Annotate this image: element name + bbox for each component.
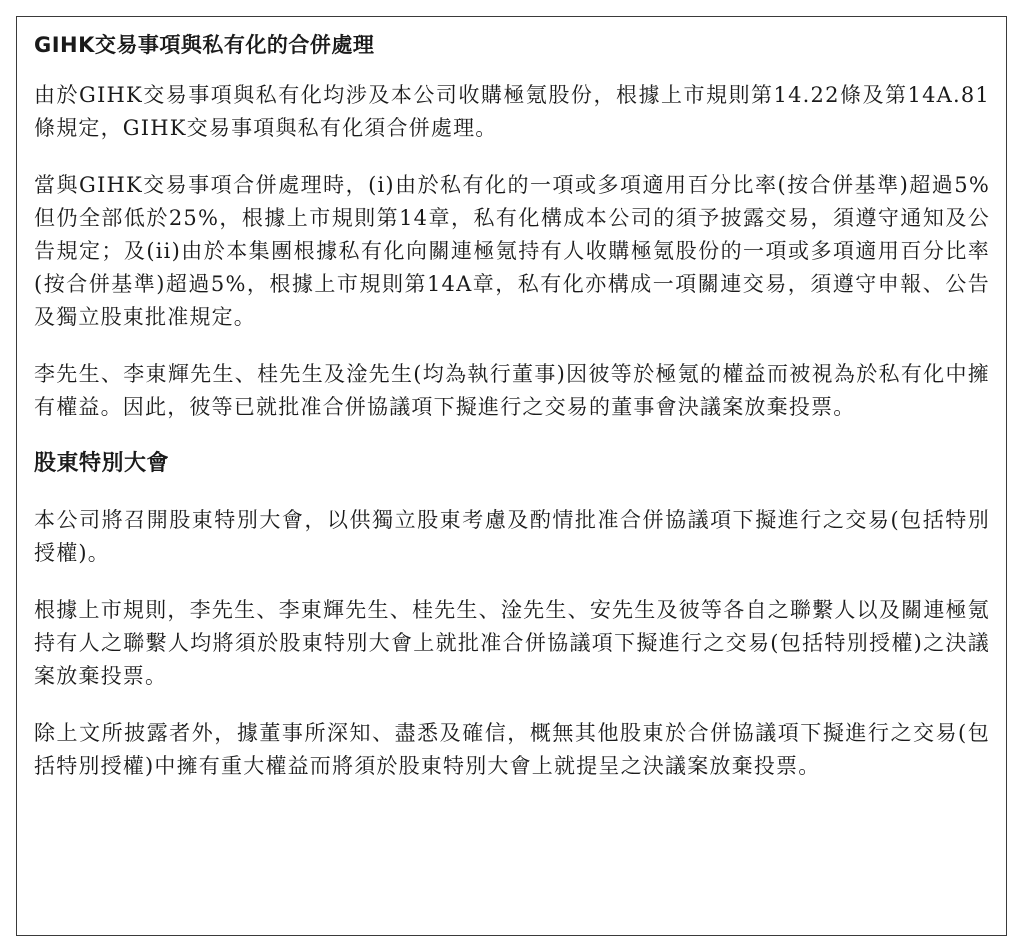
paragraph-abstention-directors: 李先生、李東輝先生、桂先生及淦先生(均為執行董事)因彼等於極氪的權益而被視為於私有化中擁有權益。因此，彼等已就批准合併協議項下擬進行之交易的董事會決議案放棄投票。 (34, 362, 990, 419)
paragraph-classification: 當與GIHK交易事項合併處理時，(i)由於私有化的一項或多項適用百分比率(按合併基準)超過5%但仍全部低於25%，根據上市規則第14章，私有化構成本公司的須予披露交易，須遵守通知及公告規定；及(ii)由於本集團根據私有化向關連極氪持有人收購極氪股份的一項或多項適用百分比率(按合併基準)超過5%，根據上市規則第14A章，私有化亦構成一項關連交易，須遵守申報、公告及獨立股東批准規定。 (34, 173, 990, 329)
section-title-egm: 股東特別大會 (34, 451, 170, 476)
paragraph-egm-abstain: 根據上市規則，李先生、李東輝先生、桂先生、淦先生、安先生及彼等各自之聯繫人以及關連極氪持有人之聯繫人均將須於股東特別大會上就批准合併協議項下擬進行之交易(包括特別授權)之決議案放棄投票。 (34, 598, 990, 688)
paragraph-aggregation: 由於GIHK交易事項與私有化均涉及本公司收購極氪股份，根據上市規則第14.22條及第14A.81條規定，GIHK交易事項與私有化須合併處理。 (34, 83, 990, 140)
section-title-merger-treatment: GIHK交易事項與私有化的合併處理 (34, 33, 375, 57)
document-frame (16, 16, 1007, 936)
paragraph-egm-convene: 本公司將召開股東特別大會，以供獨立股東考慮及酌情批准合併協議項下擬進行之交易(包括特別授權)。 (34, 508, 990, 565)
paragraph-no-other-interest: 除上文所披露者外，據董事所深知、盡悉及確信，概無其他股東於合併協議項下擬進行之交易(包括特別授權)中擁有重大權益而將須於股東特別大會上就提呈之決議案放棄投票。 (34, 721, 990, 778)
document-content (34, 29, 990, 783)
